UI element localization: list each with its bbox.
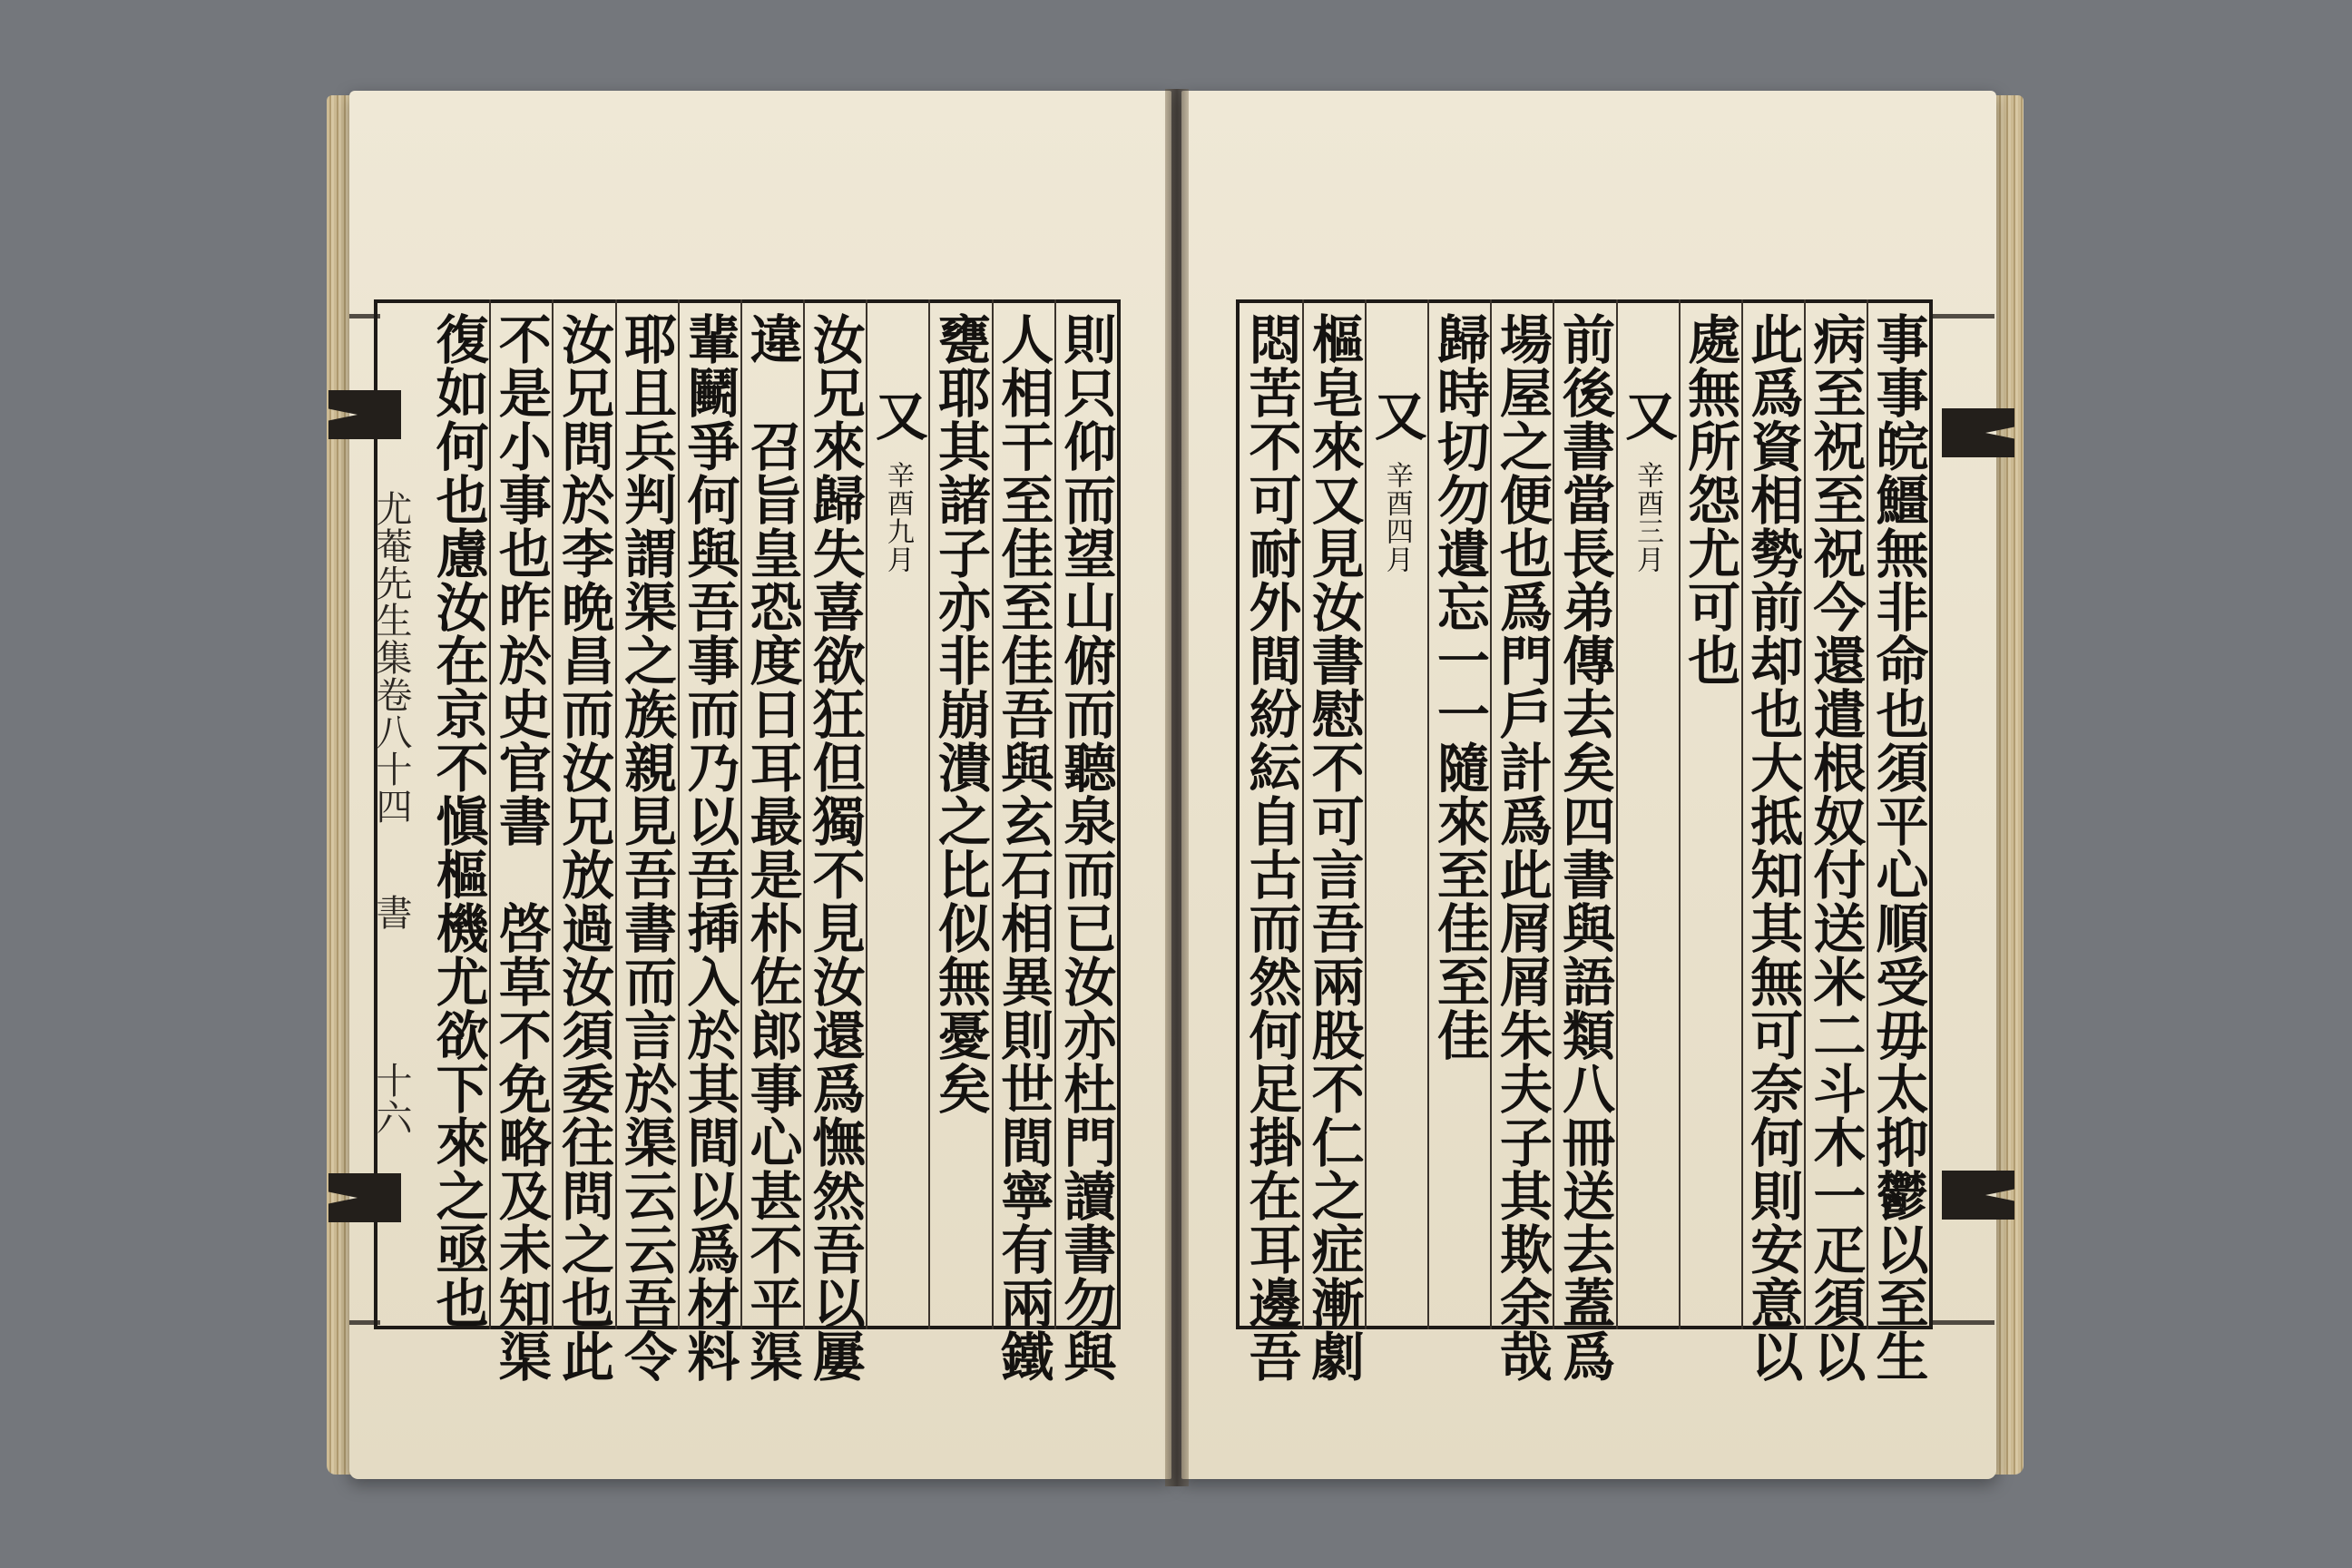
text-column: 場屋之便也爲門戶計爲此屑屑朱夫子其欺余哉 <box>1490 312 1553 1383</box>
text-column: 復如何也慮汝在京不愼樞機尤欲下來之亟也 <box>426 312 489 1329</box>
text-column: 樞皂來又見汝書慰不可言吾兩股不仁之症漸劇 <box>1302 312 1365 1383</box>
text-column: 耶且兵判謂渠之族親見吾書而言於渠云云吾令 <box>615 312 678 1383</box>
text-column: 汝兄問於李晩昌而汝兄放過汝須委往問之也此 <box>552 312 614 1383</box>
binding-thread <box>1931 314 1994 318</box>
section-label: 書 <box>370 894 412 931</box>
binding-thread <box>1931 1320 1994 1325</box>
column-rule <box>1365 299 1367 1329</box>
letter-heading: 又 <box>1365 388 1427 442</box>
text-column: 違 召旨皇恐度日耳最是朴佐郎事心甚不平渠 <box>740 312 803 1383</box>
page-number: 十六 <box>370 1062 412 1136</box>
column-rule <box>1616 299 1618 1329</box>
text-column: 歸時切勿遺忘一一隨來至佳至佳 <box>1427 312 1490 1062</box>
letter-date: 辛酉四月 <box>1380 461 1413 573</box>
text-column: 汝兄來歸失喜欲狂但獨不見汝還爲憮然吾以屢 <box>803 312 866 1383</box>
letter-date: 辛酉三月 <box>1632 461 1664 573</box>
volume-title: 尤菴先生集卷八十四 <box>370 490 412 825</box>
letter-heading: 又 <box>1616 388 1679 442</box>
text-column: 事事皖䲔無非命也須平心順受毋太抑鬱以至生 <box>1867 312 1929 1383</box>
text-column: 病至祝至祝今還遣根奴付送米二斗木一疋須以 <box>1804 312 1867 1383</box>
column-rule <box>866 299 867 1329</box>
book-gutter <box>1165 89 1189 1486</box>
letter-heading: 又 <box>866 388 928 442</box>
text-column: 則只仰而望山俯而聽泉而已汝亦杜門讀書勿與 <box>1054 312 1117 1383</box>
text-column: 處無所怨尤可也 <box>1679 312 1741 687</box>
text-column: 甕耶其諸子亦非崩潰之比似無憂矣 <box>929 312 992 1115</box>
text-column: 前後書當長弟傳去矣四書與語類八冊送去蓋爲 <box>1553 312 1615 1383</box>
text-column: 悶苦不可耐外間紛紜自古而然何足掛在耳邊吾 <box>1240 312 1302 1383</box>
text-column: 不是小事也昨於史官書 啓草不免略及未知渠 <box>489 312 552 1383</box>
text-column: 人相干至佳至佳吾與玄石相異則世間寧有兩鐵 <box>992 312 1054 1383</box>
letter-date: 辛酉九月 <box>881 461 914 573</box>
text-column: 輩鬭爭何與吾事而乃以吾揷入於其間以爲材料 <box>678 312 740 1383</box>
text-column: 此爲資相勢前却也大抵知其無可奈何則安意以 <box>1741 312 1804 1383</box>
